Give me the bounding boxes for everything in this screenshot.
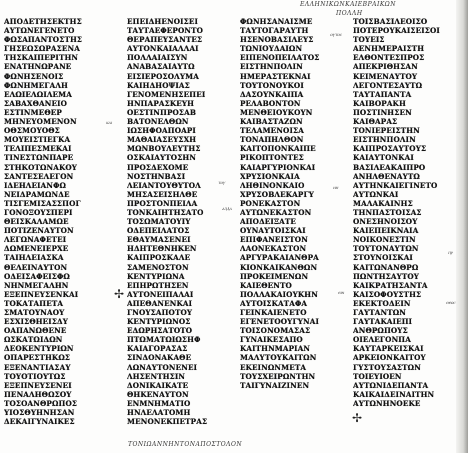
text-line: ΕΝΑΤΗΝΩΡΑΝΕ [4, 62, 72, 72]
text-line: ΤΟΙΣΟΝΟΜΑΣΑΣ [240, 326, 311, 336]
text-line: ΝΟΣΤΗΝΒΑΣΙ [127, 171, 186, 181]
text-line: ΘΗΚΕΝΑΥΤΟΝ [127, 389, 189, 399]
text-line: ΔΑΣΟΥΝΚΑΙΠΑ [240, 89, 304, 99]
text-line: ΜΗΝΕΥΟΜΕΝΟΝ [4, 117, 77, 127]
text-line: ΠΤΩΜΑΤΩΙΩΣΗΦ [127, 335, 201, 345]
text-line: ΤΗΣΚΑΙΠΕΡΙΤΗΝ [4, 53, 79, 63]
text-line: ΡΙΚΟΠΤΟΝΤΕΣ [240, 153, 304, 163]
text-line: ΘΕΛΕΙΝΑΥΤΟΝ [4, 262, 68, 272]
text-line: ΕΙΣΙΕΡΟΣΟΛΥΜΑ [127, 71, 199, 81]
text-line: ΑΡΓΥΡΑΚΑΙΑΝΘΡΑ [240, 253, 319, 263]
text-line: ΗΔΗΤΕΘΝΗΚΕΝ [127, 244, 197, 254]
text-line: ΠΕΝΑΛΗΘΩΣΟΥ [4, 389, 72, 399]
text-line: ΔΩΜΕΝΕΙΕΡΧΕ [4, 244, 69, 254]
text-line: ΒΑΤΟΝΕΛΘΩΝ [127, 117, 189, 127]
text-line: ΧΡΥΣΙΟΝΚΑΙΑ [240, 171, 300, 181]
text-line: ΕΞΕΠΝΕΥΣΕΝΕΙ [4, 380, 72, 390]
text-line: ΑΥΤΟΙΣΚΑΤΑΦΑ [240, 298, 308, 308]
text-line: ΜΕΝΟΝΕΚΠΕΤΡΑΣ [127, 417, 208, 427]
text-line: ΑΥΤΟΝΚΑΙΑΛΛΑΙ [127, 44, 199, 54]
text-line: ΝΕΙΔΡΑΜΩΝΔΕ [4, 189, 70, 199]
text-line: ΚΑΙΠΡΟΣΚΑΛΕ [127, 253, 191, 263]
text-column-2 [127, 17, 219, 437]
marginal-note: ⲕⲁⲓ [106, 120, 112, 126]
text-line: ΚΑΙΕΘΕΝΤΟ [240, 280, 292, 290]
text-line: ΤΟΥΟΤΙΟΥΤΩΣ [4, 371, 66, 381]
text-line: ΦΩΝΗΣΕΝΟΙΣ [4, 71, 64, 81]
text-line: ΛΕΙΑΝΤΟΥΘΥΤΟΛ [127, 180, 201, 190]
marginal-note: ⲑⲉⲟⲥ [446, 300, 456, 306]
text-line: ΜΗΣΑΣΕΙΣΗΛΘΕ [127, 189, 198, 199]
text-line: ΚΑΙΒΑΣΤΑΖΩΝ [240, 117, 303, 127]
text-line: ΟΝΕΣΗΝΟΙΣΟΥ [353, 217, 418, 227]
text-line: ΤΟΚΑΤΑΠΕΤΑ [4, 298, 64, 308]
text-line: ΑΥΤΩΝΕΓΕΝΕΤΟ [4, 26, 75, 36]
text-column-1 [4, 17, 96, 437]
text-line: ΘΕΙΣΚΑΛΑΜΩΕ [4, 217, 69, 227]
text-line: ΓΑΥΤΑΚΑΙΕΠΙ [353, 317, 413, 327]
text-line: ΝΗΝΜΕΓΑΛΗΝ [4, 280, 69, 290]
text-line: ΒΑΣΙΛΕΑΚΑΙΠΡΟ [353, 162, 426, 172]
text-line: ΤΑΙΓΥΝΑΙΖΙΝΕΝ [240, 380, 310, 390]
text-line: ΤΩΝΙΟΥΔΑΙΩΝ [240, 44, 303, 54]
text-line: ΚΕΝΤΥΡΙΩΝΟΣ [127, 317, 191, 327]
text-line: ΕΚΕΙΝΩΝΜΕΤΑ [240, 362, 307, 372]
text-line: ΑΥΤΩΝΗΝΟΕΚΕ [353, 398, 421, 408]
text-line: ΕΔΩΡΗΣΑΤΟΤΟ [127, 326, 193, 336]
text-line: ΚΑΙΚΡΑΤΗΣΑΝΤΑ [353, 280, 428, 290]
text-line: ΚΑΙΑΥΤΟΝΚΑΙ [353, 153, 414, 163]
text-line: ΠΟΤΙΖΕΝΑΥΤΟΝ [4, 226, 74, 236]
text-line: ΠΡΟΣΤΟΝΠΕΙΛΑ [127, 198, 198, 208]
text-line: ΓΑΥΤΑΝΤΩΝ [353, 308, 406, 317]
text-line: ΜΩΝΒΟΥΛΕΥΤΗΣ [127, 144, 201, 154]
text-line: ΙΔΕΗΛΕΙΑΝΦΩ [4, 180, 67, 190]
text-line: ΤΙΝΕΣΤΩΝΠΑΡΕ [4, 153, 74, 163]
text-line: ΚΑΙΑΓΟΡΑΣΑΣ [127, 344, 188, 354]
text-line: ΦΩΝΗΜΕΓΑΛΗ [4, 80, 69, 90]
text-line: ΘΕΡΑΠΕΥΣΑΝΤΕΣ [127, 35, 203, 45]
text-line: ΜΟΥΕΙΣΤΙΕΓΚΑ [4, 135, 71, 145]
text-line: ΕΞΕΝΑΝΤΙΑΣΑΥ [4, 362, 71, 372]
bottom-marginal-note: ΤΟΝΙΩΑΝΝΗΝΤΟΝΑΠΟΣΤΟΛΟΝ [128, 441, 243, 448]
text-line: ΚΑΙΚΑΙΔΕΙΝΑΙΤΗΝ [353, 389, 435, 399]
text-line: ΝΟΙΚΟΝΕΣΤΙΝ [353, 235, 416, 245]
text-line: ΟΕΣΤΙΝΠΡΟΣΑΒ [127, 107, 197, 117]
text-line: ΜΑΛΑΚΑΙΝΗΣ [353, 198, 413, 208]
text-line: ΣΑΜΕΝΟΣΤΟΝ [127, 262, 189, 272]
text-column-4 [353, 17, 456, 437]
text-line: ΕΛΘΟΝΤΕΣΠΡΟΣ [353, 53, 425, 63]
text-line: ΛΕΓΩΝΑΦΕΤΕΙ [4, 235, 67, 245]
text-line: ΣΤΟΥΝΟΙΣΚΑΙ [353, 253, 413, 263]
text-line: ΚΑΙΣΟΦΟΥΣΤΗΣ [353, 289, 422, 299]
text-line: ΤΑΥΤΑΠΑΝΤΑ [353, 89, 412, 99]
text-line: ΑΠΟΔΕΤΗΣΕΚΤΗΣ [4, 17, 82, 26]
text-line: ΕΠΙΦΑΝΕΙΣΤΟΝ [240, 235, 308, 245]
text-line: ΓΕΙΝΚΑΙΕΝΕΤΟ [240, 308, 307, 317]
text-line: ΑΠΕΚΡΙΘΗΣΑΝ [353, 62, 418, 72]
text-line: ΛΗΘΙΝΟΝΚΑΙΟ [240, 180, 305, 190]
top-marginal-note [300, 0, 396, 18]
text-line: ΟΙΕΛΕΓΟΝΠΑ [353, 335, 411, 345]
top-note-line-1: ΕΛΛΗΝΙΚΩΝΚΑΙΕΒΡΑΙΚΩΝ [300, 1, 397, 8]
text-line: ΤΑΥΤΟΓΑΡΑΥΤΗ [240, 26, 309, 36]
text-line: ΜΕΝΘΕΙΟΥΚΟΥΝ [240, 107, 313, 117]
text-line: ΕΠΗΡΩΤΗΣΕΝ [127, 280, 189, 290]
text-line: ΓΝΟΥΣΑΠΟΤΟΥ [127, 308, 193, 317]
text-line: ΚΑΙΠΡΟΣΑΥΤΟΥΣ [353, 144, 427, 154]
text-line: ΤΟΥΤΟΝΟΥΚΟΙ [240, 80, 304, 90]
text-line: ΑΝΘΡΩΠΟΥΣ [353, 326, 408, 336]
text-line: ΤΟΝΑΠΗΛΘΟΝ [240, 135, 304, 145]
text-line: ΛΑΟΝΕΚΑΣΤΟΝ [240, 244, 307, 254]
text-line: ΟΘΣΜΟΥΟΘΣ [4, 126, 60, 136]
text-line: ΤΑΥΤΑΕΦΕΡΟΝΤΟ [127, 26, 203, 36]
text-line: ΑΥΤΟΝΕΙΠΑΛΑΙ [127, 289, 194, 299]
text-line: ΓΟΝΟΞΟΥΣΠΕΡΙ [4, 207, 73, 217]
text-line: ΣΜΑΤΟΥΝΑΟΥ [4, 308, 65, 317]
marginal-note: ⲉⲓⲛ [338, 290, 344, 296]
cross-mark-icon: ✢ [352, 411, 363, 425]
text-line: ΑΠΟΔΕΙΞΑΤΕ [240, 217, 297, 227]
text-line: ΑΥΤΩΝΕΚΑΣΤΟΝ [240, 207, 312, 217]
text-line: ΡΟΝΕΚΑΣΤΟΝ [240, 198, 301, 208]
text-line: ΓΥΣΤΟΥΣΑΣΤΩΝ [353, 362, 421, 372]
text-line: ΕΣΤΙΝΜΕΘΕΡ [4, 107, 62, 117]
text-line: ΤΟΝΙΕΡΕΙΣΤΗΝ [353, 126, 420, 136]
text-line: ΠΟΤΕΡΟΥΚΑΙΣΕΙΣΟΙ [353, 26, 440, 36]
text-line: ΠΩΝΤΗΣΑΥΤΟΥ [353, 271, 420, 281]
text-line: ΕΙΠΕΝΟΠΕΙΛΑΤΟΣ [240, 53, 320, 63]
text-line: ΗΝΠΑΡΑΣΚΕΥΗ [127, 98, 195, 108]
text-line: ΕΛΩΙΕΛΩΙΛΕΜΑ [4, 89, 73, 99]
text-line: ΜΑΘΑΙΑΣΕΥΣΧΗ [127, 135, 197, 145]
text-line: ΚΕΝΤΥΡΙΩΝΑ [127, 271, 185, 281]
text-line: ΧΡΥΣΟΒΛΕΚΑΡΓΥ [240, 189, 314, 199]
text-line: ΤΑΙΗΛΕΙΑΣΚΑ [4, 253, 64, 263]
text-line: ΤΙΣΓΕΜΙΣΑΣΣΠΟΓ [4, 198, 81, 208]
text-line: ΚΑΙΕΠΕΙΚΝΑΙΑ [353, 226, 419, 236]
text-line: ΤΟΣΟΑΝΘΡΩΠΟΣ [4, 398, 78, 408]
text-line: ΔΕΟΚΕΝΤΥΡΙΩΝ [4, 344, 74, 354]
text-line: ΕΣΧΙΣΘΗΕΙΣΔΥ [4, 317, 69, 327]
text-line: ΤΟΙΣΒΑΣΙΛΕΟΙΣΟ [353, 17, 428, 26]
text-line: ΟΠΑΡΕΣΤΗΚΩΣ [4, 353, 71, 363]
text-line: ΤΟΥΣΧΕΙΡΩΝΤΗΝ [240, 371, 316, 381]
text-line: ΚΑΙΤΩΝΑΝΘΡΩ [353, 262, 419, 272]
text-line: ΟΑΠΑΝΩΘΕΝΕ [4, 326, 67, 336]
text-line: ΕΞΕΠΝΕΥΣΕΝΚΑΙ [4, 289, 79, 299]
marginal-note: ⲧⲟⲩ [218, 180, 226, 186]
text-line: ΗΣΕΝΟΒΑΣΙΛΕΥΣ [240, 35, 314, 45]
text-line: ΚΑΙΑΡΓΥΡΙΟΝΚΑΙ [240, 162, 316, 172]
text-line: ΠΟΣΤΙΝΗΣΕΝ [353, 107, 412, 117]
page-edge [456, 0, 468, 453]
text-line: ΑΝΗΛΘΕΝΑΥΤΩ [353, 171, 420, 181]
text-line: ΟΥΝΑΥΤΟΙΣΚΑΙ [240, 226, 306, 236]
text-line: ΦΩΝΗΣΑΝΑΙΣΜΕ [240, 17, 313, 26]
text-line: ΡΕΛΑΒΟΝΤΟΝ [240, 98, 301, 108]
text-column-3 [240, 17, 332, 437]
marginal-note: ⲟⲩⲧⲟⲥ [330, 32, 342, 38]
text-line: ΚΑΥΤΑΡΚΕΙΣΚΑΙ [353, 344, 424, 354]
text-line: ΑΝΑΒΑΣΑΙΑΥΤΩ [127, 62, 195, 72]
text-line: ΩΣΚΑΤΩΙΔΩΝ [4, 335, 63, 345]
text-line: ΛΕΓΟΝΤΕΣΑΥΤΩ [353, 80, 423, 90]
text-line: ΤΟΣΩΜΑΤΟΥΙΥ [127, 217, 191, 227]
text-line: ΠΟΛΛΑΚΑΙΟΥΚΗΝ [240, 289, 318, 299]
text-line: ΑΥΤΩΝΚΑΙ [353, 189, 399, 199]
text-line: ΔΕΚΑΙΓΥΝΑΙΚΕΣ [4, 417, 75, 427]
text-line: ΚΑΙΘΑΡΑΣ [353, 117, 398, 127]
text-line: ΕΚΕΚΤΟΔΕΙΝ [353, 298, 411, 308]
text-line: ΣΤΗΚΟΤΩΝΑΚΟΥ [4, 162, 78, 172]
text-line: ΕΙΣΤΗΝΠΟΛΙΝ [353, 135, 416, 145]
text-line: ΤΕΛΑΜΕΝΟΙΣΑ [240, 126, 304, 136]
text-line: ΗΜΕΡΑΣΤΕΚΝΑΙ [240, 71, 311, 81]
text-line: ΙΩΣΗΦΟΑΠΟΑΡΙ [127, 126, 196, 136]
text-line: ΤΟΥΤΟΝΑΥΤΩΝ [353, 244, 419, 254]
cross-mark-icon: ✢ [114, 287, 125, 301]
text-line: ΤΕΛΙΠΕΣΜΕΚΑΙ [4, 144, 72, 154]
text-line: ΚΙΟΝΚΑΙΚΑΝΘΩΝ [240, 262, 318, 272]
text-line: ΕΓΕΝΕΤΟΟΥΓΥΝΑΙ [240, 317, 319, 327]
text-line: ΛΗΣΕΝΤΗΣΙΝ [127, 371, 186, 381]
text-line: ΕΠΕΙΔΗΕΝΟΙΣΕΙ [127, 17, 199, 26]
text-line: ΓΗΣΕΩΣΩΡΑΣΕΝΑ [4, 44, 80, 54]
top-note-line-2: ΠΟΛΛΗ [336, 10, 363, 17]
text-line: ΤΟΙΕΥΙΟΕΝ [353, 371, 402, 381]
text-line: ΟΣΚΑΙΑΥΤΟΣΗΝ [127, 153, 197, 163]
text-line: ΤΗΝΠΑΣΤΟΙΣΑΣ [353, 207, 422, 217]
text-line: ΠΡΟΣΔΕΧΟΜΕ [127, 162, 189, 172]
text-line: ΕΘΑΥΜΑΣΕΝΕΙ [127, 235, 191, 245]
text-line: ΑΥΤΗΝΚΑΙΕΓΙΝΕΤΟ [353, 180, 438, 190]
text-line: ΓΥΝΑΙΚΕΣΑΠΟ [240, 335, 303, 345]
text-line: ΜΑΛΥΤΟΥΚΑΙΤΩΝ [240, 353, 317, 363]
marginal-note: ⲛⲏ [333, 185, 339, 191]
text-line: ΑΠΕΘΑΝΕΝΚΑΙ [127, 298, 193, 308]
text-line: ΚΑΙΒΟΡΑΚΗ [353, 98, 406, 108]
text-line: ΠΟΛΛΑΙΑΙΣΥΝ [127, 53, 188, 63]
text-line: ΚΑΙΤΗΝΜΑΡΙΑΝ [240, 344, 311, 354]
text-line: ΤΟΝΚΑΙΗΤΗΣΑΤΟ [127, 207, 204, 217]
text-line: ΣΑΝΤΕΣΕΛΕΓΟΝ [4, 171, 74, 181]
text-line: ΑΕΝΗΜΕΡΑΙΣΤΗ [353, 44, 425, 54]
text-line: ΓΕΝΟΜΕΝΗΣΕΠΕΙ [127, 89, 206, 99]
text-line: ΕΝΜΝΗΜΑΤΙΟ [127, 398, 191, 408]
text-line: ΕΙΣΤΗΝΠΟΛΙΝ [240, 62, 303, 72]
text-line: ΔΟΝΙΚΑΙΚΑΤΕ [127, 380, 189, 390]
text-line: ΚΕΙΜΕΝΑΥΤΟΥ [353, 71, 418, 81]
text-line: ΤΟΥΕΙΣ [353, 35, 385, 45]
marginal-note: ⲡⲣ [448, 250, 453, 256]
text-line: ΗΝΛΕΛΑΤΟΜΗ [127, 408, 191, 418]
text-line: ΟΔΕΙΣΑΦΕΙΣΦΩ [4, 271, 70, 281]
text-line: ΠΡΟΚΕΙΜΕΝΩΝ [240, 271, 309, 281]
text-line: ΟΔΕΠΕΙΛΑΤΟΣ [127, 226, 190, 236]
text-line: ΚΑΙΤΟΠΟΝΚΑΙΠΕ [240, 144, 316, 154]
text-line: ΣΑΒΑΧΘΑΝΕΙΟ [4, 98, 68, 108]
text-line: ΣΙΝΔΟΝΑΚΑΘΕ [127, 353, 192, 363]
text-line: ΦΩΣΑΠΑΝΤΟΣΤΗΣ [4, 35, 83, 45]
text-line: ΑΡΚΕΙΟΝΚΑΙΤΟΥ [353, 353, 426, 363]
text-line: ΑΥΤΩΝΙΔΕΠΑΝΤΑ [353, 380, 429, 390]
text-line: ΥΙΟΣΘΥΗΝΗΣΑΝ [4, 408, 75, 418]
text-line: ΛΩΝΑΥΤΟΝΕΝΕΙ [127, 362, 198, 372]
marginal-note: ⲁⲗⲗⲁ [222, 206, 232, 212]
text-line: ΚΑΙΗΔΗΟΨΙΑΣ [127, 80, 190, 90]
